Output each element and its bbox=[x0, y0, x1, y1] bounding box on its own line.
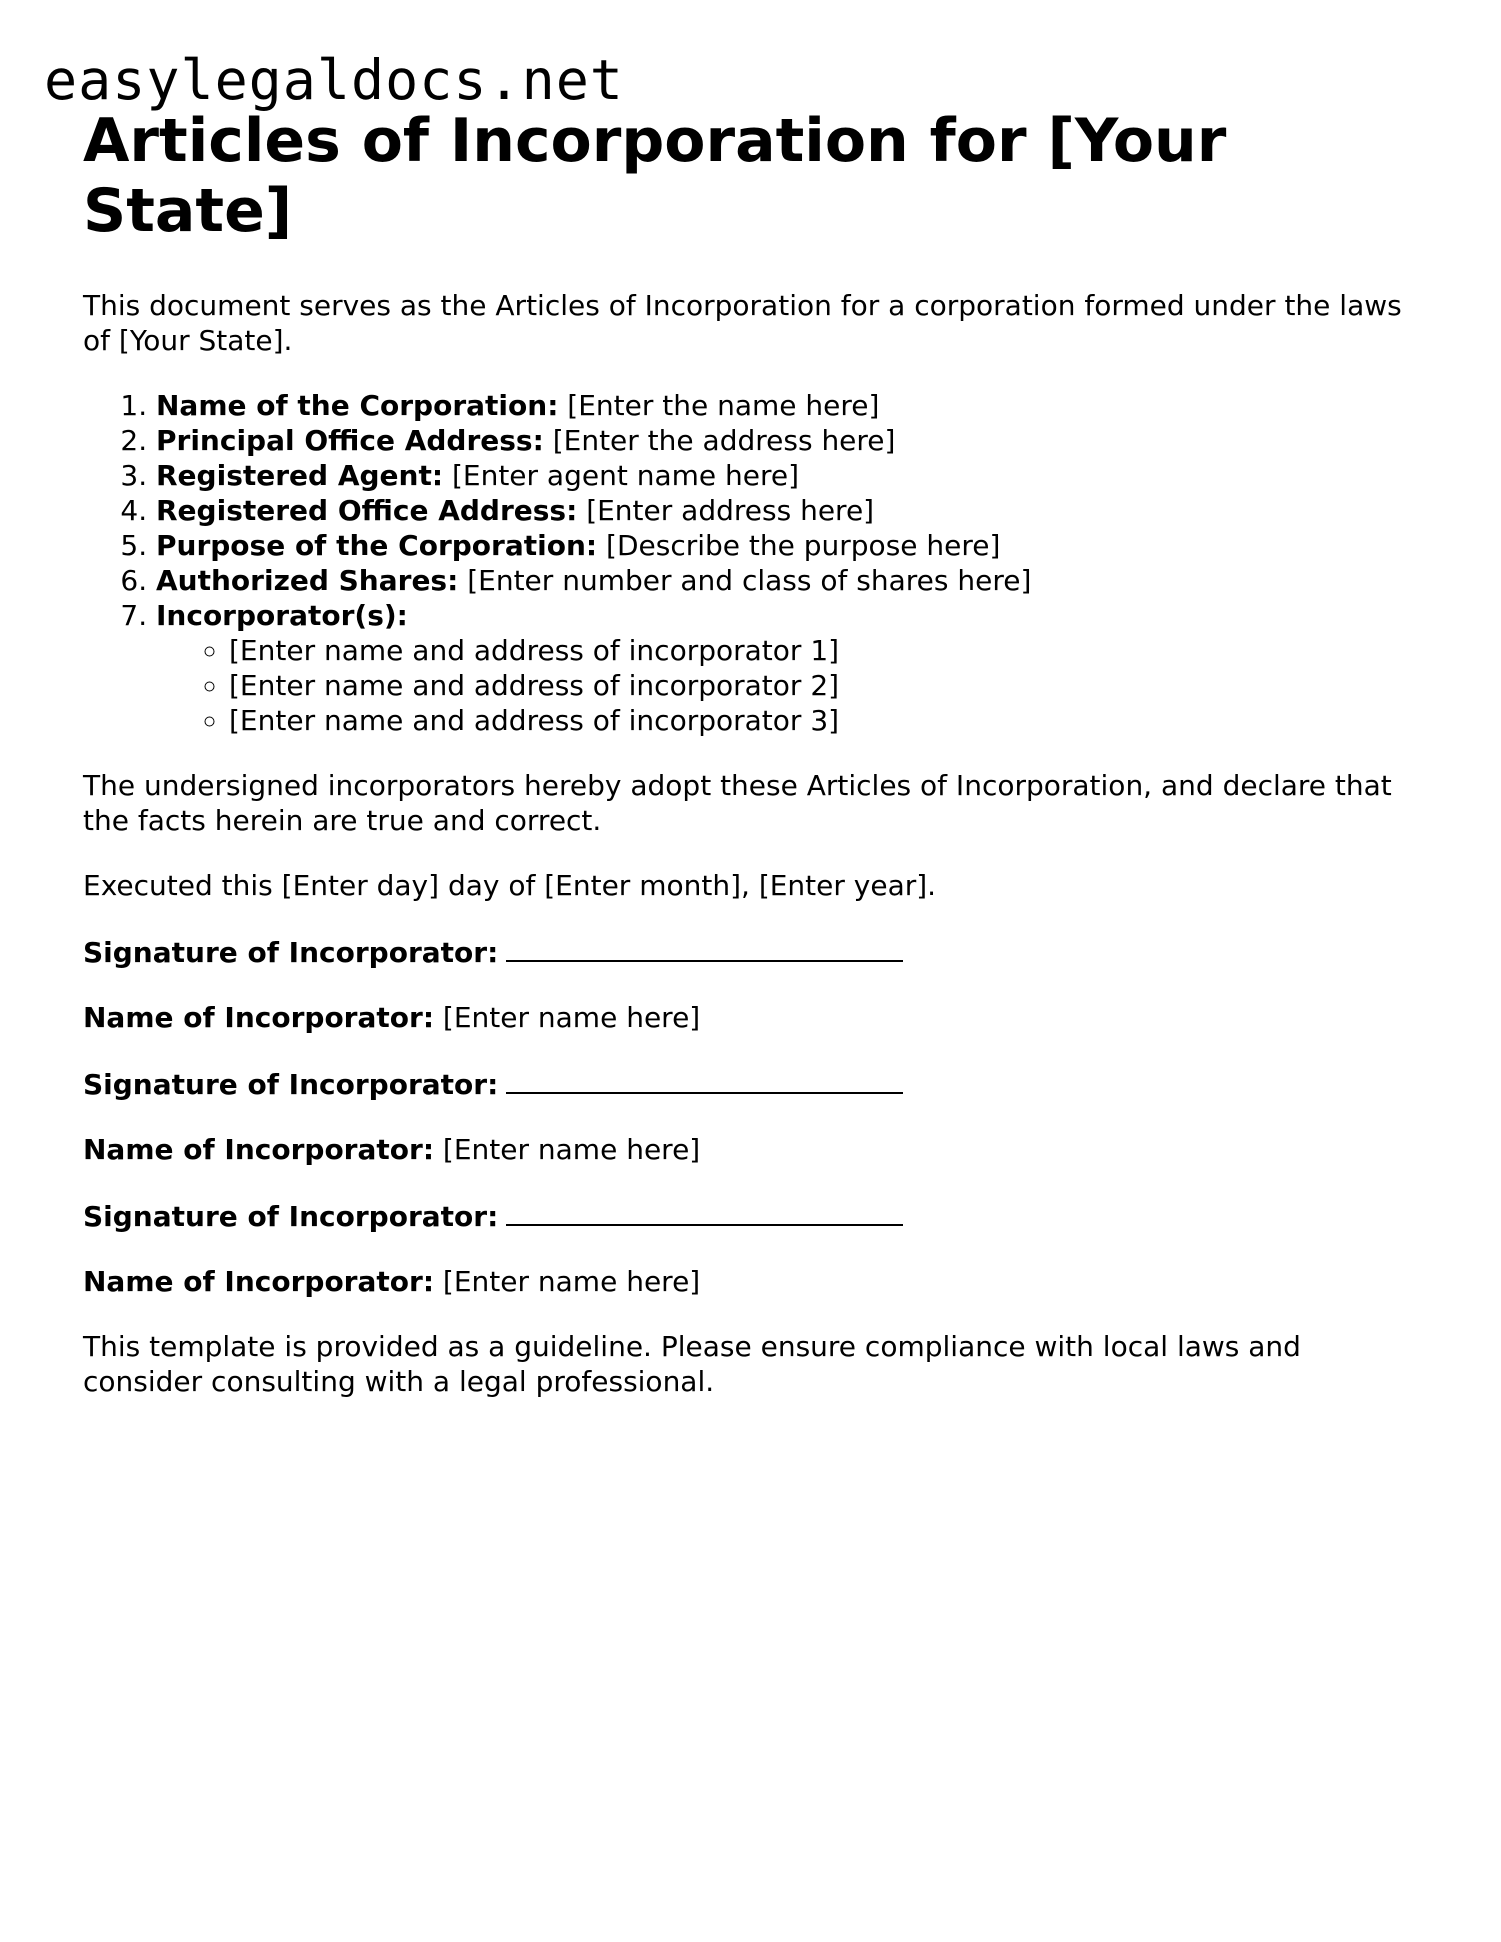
name-line-1 bbox=[83, 1000, 1423, 1035]
item-label: Registered Agent: bbox=[156, 459, 444, 492]
item-label: Authorized Shares: bbox=[156, 564, 459, 597]
item-label: Incorporator(s): bbox=[156, 599, 408, 632]
name-line-2 bbox=[83, 1132, 1423, 1167]
list-item-principal-office bbox=[156, 423, 1423, 458]
item-label: Purpose of the Corporation: bbox=[156, 529, 598, 562]
signature-label: Signature of Incorporator: bbox=[83, 936, 499, 969]
name-value: [Enter name here] bbox=[442, 1265, 701, 1298]
list-item-purpose bbox=[156, 528, 1423, 563]
articles-list bbox=[83, 388, 1423, 738]
name-value: [Enter name here] bbox=[442, 1001, 701, 1034]
item-value: [Enter agent name here] bbox=[451, 459, 800, 492]
name-label: Name of Incorporator: bbox=[83, 1265, 435, 1298]
executed-line: Executed this [Enter day] day of [Enter month], [Enter year]. bbox=[83, 869, 937, 902]
item-value: [Enter number and class of shares here] bbox=[467, 564, 1032, 597]
name-label: Name of Incorporator: bbox=[83, 1133, 435, 1166]
signature-label: Signature of Incorporator: bbox=[83, 1068, 499, 1101]
signature-blank[interactable] bbox=[506, 1197, 903, 1226]
signature-line-2 bbox=[83, 1065, 1423, 1102]
incorporator-item: ◦ [Enter name and address of incorporator 3] bbox=[229, 703, 1423, 738]
list-item-registered-agent bbox=[156, 458, 1423, 493]
signature-line-3 bbox=[83, 1197, 1423, 1234]
incorporator-item: ◦ [Enter name and address of incorporator 1] bbox=[229, 633, 1423, 668]
incorporator-item: ◦ [Enter name and address of incorporator 2] bbox=[229, 668, 1423, 703]
incorporators-list bbox=[156, 633, 1423, 738]
name-value: [Enter name here] bbox=[442, 1133, 701, 1166]
signature-blank[interactable] bbox=[506, 933, 903, 962]
name-line-3 bbox=[83, 1264, 1423, 1299]
intro-paragraph: This document serves as the Articles of Incorporation for a corporation formed under the laws of [Your State]. bbox=[83, 289, 1402, 357]
document-body bbox=[83, 106, 1423, 1399]
item-value: [Describe the purpose here] bbox=[606, 529, 1001, 562]
item-label: Name of the Corporation: bbox=[156, 389, 559, 422]
item-label: Registered Office Address: bbox=[156, 494, 578, 527]
signature-line-1 bbox=[83, 933, 1423, 970]
footer-disclaimer: This template is provided as a guideline. Please ensure compliance with local laws and consider consulting with a legal professional. bbox=[83, 1330, 1301, 1398]
list-item-registered-office bbox=[156, 493, 1423, 528]
item-label: Principal Office Address: bbox=[156, 424, 544, 457]
site-watermark: easylegaldocs.net bbox=[44, 48, 624, 112]
page-title: Articles of Incorporation for [Your State] bbox=[83, 106, 1227, 246]
signature-label: Signature of Incorporator: bbox=[83, 1200, 499, 1233]
item-value: [Enter address here] bbox=[586, 494, 875, 527]
list-item-incorporators bbox=[156, 598, 1423, 738]
signature-blank[interactable] bbox=[506, 1065, 903, 1094]
name-label: Name of Incorporator: bbox=[83, 1001, 435, 1034]
declaration-paragraph: The undersigned incorporators hereby adopt these Articles of Incorporation, and declare that the facts herein are true and correct. bbox=[83, 769, 1392, 837]
item-value: [Enter the address here] bbox=[552, 424, 896, 457]
item-value: [Enter the name here] bbox=[567, 389, 880, 422]
list-item-authorized-shares bbox=[156, 563, 1423, 598]
list-item-corporation-name bbox=[156, 388, 1423, 423]
